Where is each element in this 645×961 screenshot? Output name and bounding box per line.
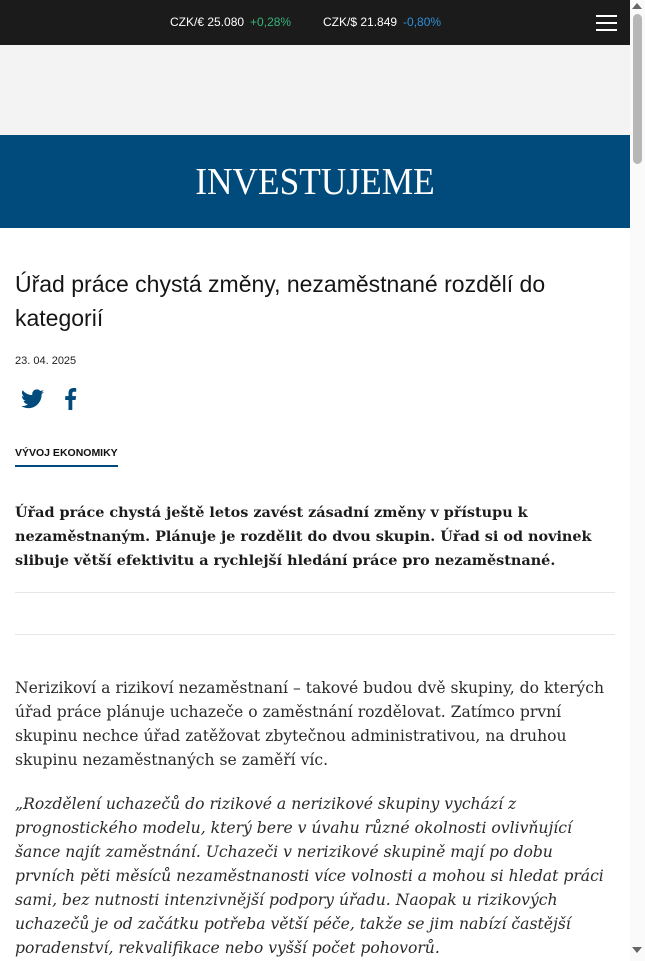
hamburger-menu-icon[interactable] <box>596 13 618 33</box>
ticker-usd-label: CZK/$ 21.849 <box>323 15 398 29</box>
category-link[interactable]: VÝVOJ EKONOMIKY <box>15 447 118 467</box>
article-date: 23. 04. 2025 <box>15 355 77 367</box>
article-title: Úřad práce chystá změny, nezaměstnané rozdělí do kategorií <box>15 271 546 331</box>
twitter-icon[interactable] <box>21 389 44 409</box>
ad-space <box>0 45 630 135</box>
divider <box>15 634 615 635</box>
article-quote: „Rozdělení uchazečů do rizikové a nerizikové skupiny vychází z prognostického modelu, který bere v úvahu různé okolnosti ovlivňující šance najít zaměstnání. Uchazeči v nerizikové skupině mají po dobu prvních pěti měsíců nezaměstnanosti více volnosti a mohou si hledat práci sami, bez nutnosti intenzivnější podpory úřadu. Naopak u rizikových uchazečů je od začátku potřeba větší péče, takže se jim nabízí častější poradenství, rekvalifikace nebo vyšší počet pohovorů. <box>15 795 604 957</box>
scroll-down-arrow-icon[interactable] <box>632 947 642 953</box>
facebook-icon[interactable] <box>64 388 77 410</box>
top-bar <box>0 0 630 45</box>
ticker-eur[interactable] <box>170 15 291 29</box>
ticker-eur-change: +0,28% <box>250 15 292 29</box>
scrollbar-thumb[interactable] <box>633 14 642 164</box>
site-logo[interactable]: INVESTUJEME <box>195 161 435 203</box>
ticker-usd[interactable] <box>323 15 441 29</box>
divider <box>15 592 615 593</box>
ticker-eur-label: CZK/€ 25.080 <box>170 15 245 29</box>
scroll-up-arrow-icon[interactable] <box>632 3 642 9</box>
ticker-usd-change: -0,80% <box>403 15 442 29</box>
article-paragraph: Nerizikoví a rizikoví nezaměstnaní – takové budou dvě skupiny, do kterých úřad práce plánuje uchazeče o zaměstnání rozdělovat. Zatímco první skupinu nechce úřad zatěžovat zbytečnou administrativou, na druhou skupinu nezaměstnaných se zaměří víc. <box>15 679 604 769</box>
article-perex: Úřad práce chystá ještě letos zavést zásadní změny v přístupu k nezaměstnaným. Plánuje je rozdělit do dvou skupin. Úřad si od novinek slibuje větší efektivitu a rychlejší hledání práce pro nezaměstnané. <box>15 504 592 569</box>
